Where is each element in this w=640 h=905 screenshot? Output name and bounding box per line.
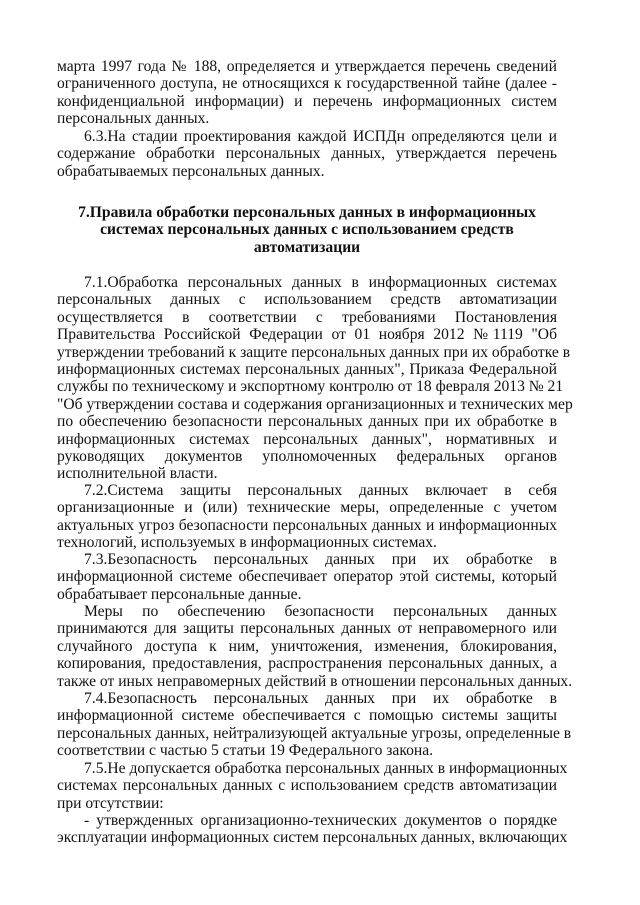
text-line: содержание обработки персональных данных, утверждается перечень — [57, 145, 557, 163]
paragraph-6-3 — [57, 128, 557, 180]
text-line: информационной системе обеспечивается с помощью системы защиты — [57, 707, 557, 725]
text-line: Меры по обеспечению безопасности персональных данных — [84, 603, 557, 620]
text-line: конфиденциальной информации) и перечень информационных систем — [57, 92, 557, 110]
section-title-line: автоматизации — [253, 238, 361, 256]
text-line: принимаются для защиты персональных данных от неправомерного или — [57, 620, 557, 638]
text-line: обрабатывает персональные данные. — [57, 585, 302, 603]
text-line: случайного доступа к ним, уничтожения, изменения, блокирования, — [57, 637, 557, 655]
text-line: службы по техническому и экспортному контролю от 18 февраля 2013 № 21 — [57, 378, 564, 396]
section-title — [57, 204, 557, 256]
text-line: руководящих документов уполномоченных федеральных органов — [57, 448, 557, 466]
text-line: 7.1.Обработка персональных данных в информационных системах — [84, 274, 557, 291]
paragraph-7-1 — [57, 274, 573, 483]
text-line: 7.5.Не допускается обработка персональных данных в информационных — [84, 760, 568, 777]
text-line: 6.3.На стадии проектирования каждой ИСПДн определяются цели и — [84, 128, 557, 145]
text-line: информационных системах персональных данных", нормативных и — [57, 430, 557, 448]
text-line: копирования, предоставления, распространения персональных данных, а — [57, 655, 557, 673]
paragraph-7-5 — [57, 760, 568, 812]
text-line: персональных данных, нейтрализующей актуальные угрозы, определенные в — [57, 724, 572, 742]
text-line: осуществляется в соответствии с требованиями Постановления — [57, 308, 557, 326]
text-line: 7.3.Безопасность персональных данных при их обработке в — [84, 551, 557, 568]
text-line: 7.4.Безопасность персональных данных при их обработке в — [84, 690, 557, 707]
text-line: соответствии с частью 5 статьи 19 Федерального закона. — [57, 742, 434, 760]
text-line: информационной системе обеспечивает оператор этой системы, который — [57, 568, 557, 586]
text-line: информационных системах персональных данных", Приказа Федеральной — [57, 361, 557, 379]
text-line: ограниченного доступа, не относящихся к государственной тайне (далее - — [57, 75, 557, 93]
text-line: по обеспечению безопасности персональных данных при их обработке в — [57, 413, 557, 431]
text-line: организационные и (или) технические меры, определенные с учетом — [57, 499, 557, 517]
paragraph-7-2 — [57, 482, 557, 552]
text-line: утверждении требований к защите персональных данных при их обработке в — [57, 343, 571, 361]
text-line: эксплуатации информационных систем персональных данных, включающих — [57, 829, 568, 847]
text-line: исполнительной власти. — [57, 465, 218, 483]
paragraph-7-3 — [57, 551, 557, 603]
text-line: персональных данных с использованием средств автоматизации — [57, 291, 557, 309]
text-line: Правительства Российской Федерации от 01 ноября 2012 №1119 "Об — [57, 326, 557, 344]
text-line: технологий, используемых в информационных системах. — [57, 534, 437, 552]
section-title-line: системах персональных данных с использованием средств — [100, 221, 514, 239]
text-line: "Об утверждении состава и содержания организационных и технических мер — [57, 395, 573, 413]
paragraph-7-3-measures — [57, 603, 573, 690]
text-line: 7.2.Система защиты персональных данных включает в себя — [84, 482, 557, 499]
paragraph-intro-continuation — [57, 58, 557, 128]
text-line: персональных данных. — [57, 110, 210, 128]
text-line: при отсутствии: — [57, 794, 164, 812]
text-line: - утвержденных организационно-технических документов о порядке — [84, 812, 557, 829]
text-line: системах персональных данных с использованием средств автоматизации — [57, 777, 557, 795]
text-line: марта 1997 года № 188, определяется и утверждается перечень сведений — [57, 58, 557, 75]
paragraph-7-4 — [57, 690, 572, 760]
text-line: актуальных угроз безопасности персональных данных и информационных — [57, 516, 557, 534]
section-title-line: 7.Правила обработки персональных данных в информационных — [78, 204, 536, 221]
text-line: обрабатываемых персональных данных. — [57, 162, 325, 180]
paragraph-7-5-item — [57, 812, 568, 847]
text-line: также от иных неправомерных действий в отношении персональных данных. — [57, 672, 573, 690]
